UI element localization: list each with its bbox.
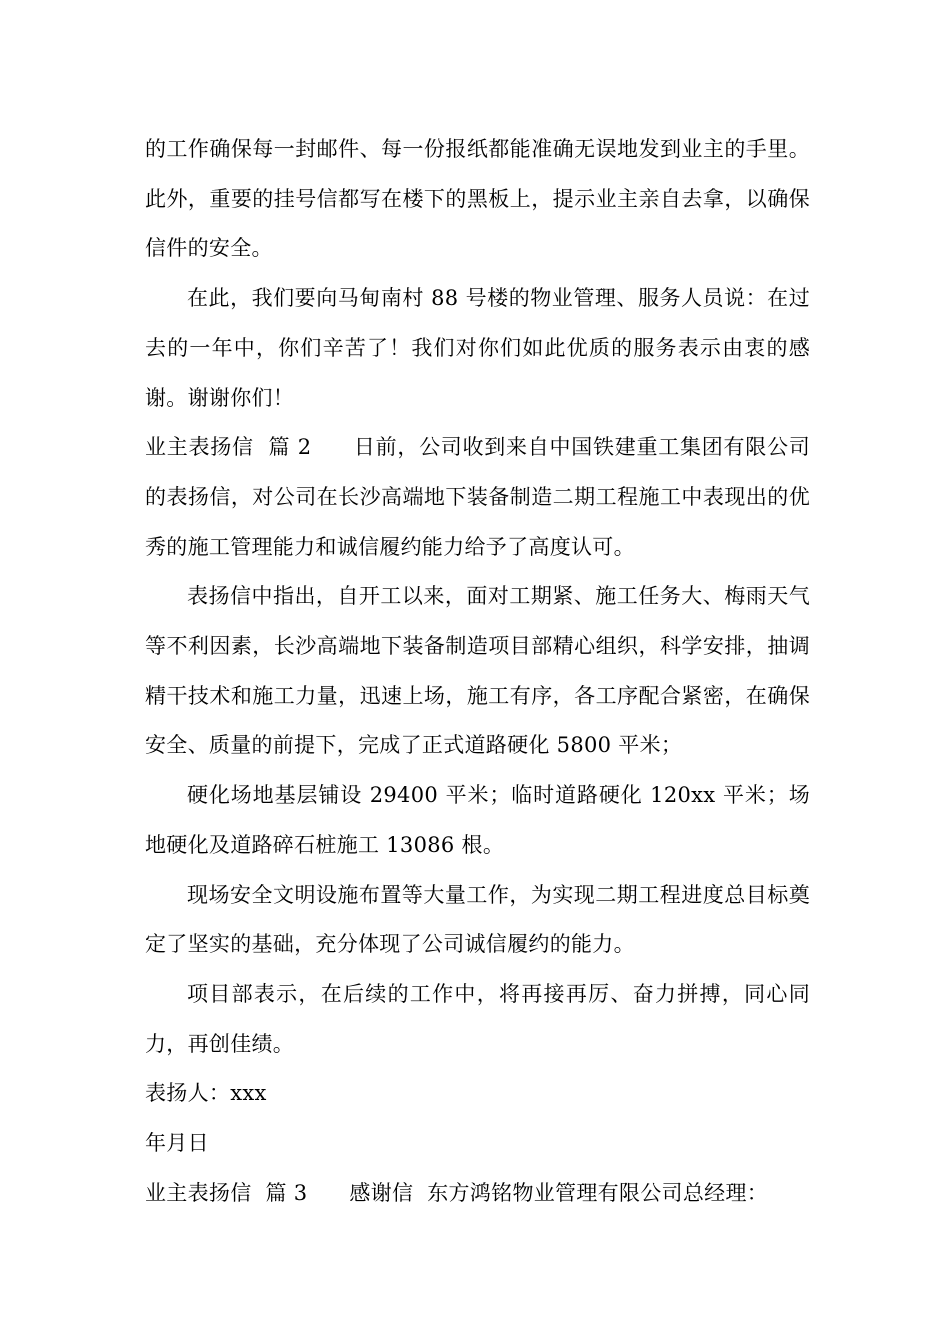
section-3-lead: 感谢信 东方鸿铭物业管理有限公司总经理： xyxy=(349,1180,769,1205)
signer-line: 表扬人：xxx xyxy=(145,1081,267,1106)
section-2-lead: 日前，公司收到来自中国铁建重工集团有限公司的表扬信，对公司在长沙高端地下装备制造二期工程施工中表现出的优秀的施工管理能力和诚信履约能力给予了高度认可。 xyxy=(145,435,810,559)
section-2-intro xyxy=(145,423,810,572)
paragraph-project-statement: 项目部表示，在后续的工作中，将再接再厉、奋力拼搏，同心同力，再创佳绩。 xyxy=(145,981,810,1056)
paragraph-mail-service: 的工作确保每一封邮件、每一份报纸都能准确无误地发到业主的手里。此外，重要的挂号信都写在楼下的黑板上，提示业主亲自去拿，以确保信件的安全。 xyxy=(145,137,810,261)
document-body xyxy=(145,125,810,1218)
paragraph-quantities: 硬化场地基层铺设 29400 平米；临时道路硬化 120xx 平米；场地硬化及道路碎石桩施工 13086 根。 xyxy=(145,783,810,857)
section-3-label: 业主表扬信 篇 3 xyxy=(145,1180,308,1205)
paragraph-safety-facilities: 现场安全文明设施布置等大量工作，为实现二期工程进度总目标奠定了坚实的基础，充分体现了公司诚信履约的能力。 xyxy=(145,882,810,957)
paragraph-thanks: 在此，我们要向马甸南村 88 号楼的物业管理、服务人员说：在过去的一年中，你们辛苦了！我们对你们如此优质的服务表示由衷的感谢。谢谢你们！ xyxy=(145,286,810,410)
paragraph-praise-details: 表扬信中指出，自开工以来，面对工期紧、施工任务大、梅雨天气等不利因素，长沙高端地下装备制造项目部精心组织，科学安排，抽调精干技术和施工力量，迅速上场，施工有序，各工序配合紧密，在确保安全、质量的前提下，完成了正式道路硬化 5800 平米； xyxy=(145,584,810,758)
section-3-intro xyxy=(145,1169,810,1219)
date-line: 年月日 xyxy=(145,1131,209,1156)
section-2-label: 业主表扬信 篇 2 xyxy=(145,435,312,460)
